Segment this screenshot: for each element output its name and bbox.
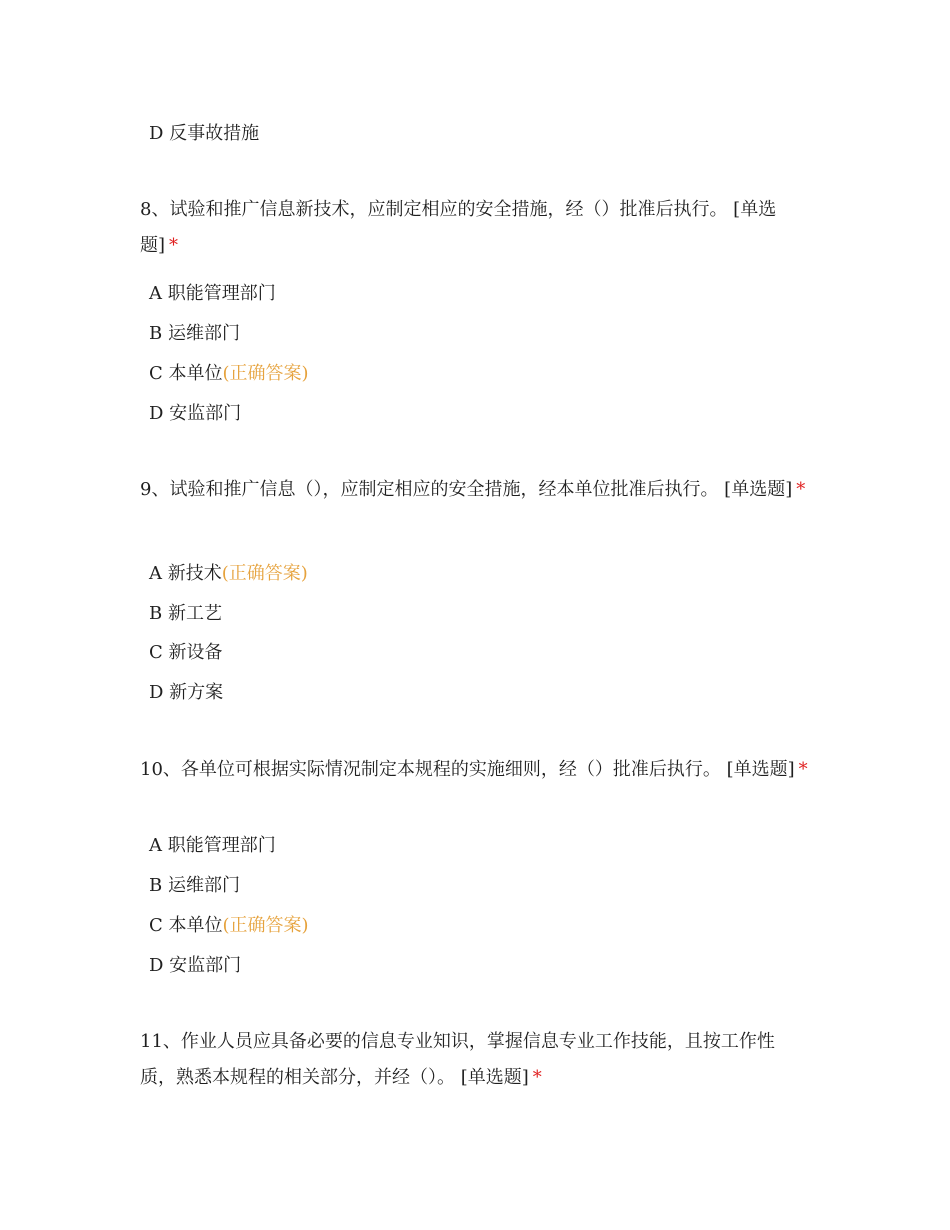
option-a bbox=[149, 282, 276, 306]
option-letter: B bbox=[149, 323, 163, 344]
question-title: 10、各单位可根据实际情况制定本规程的实施细则，经（）批准后执行。 [单选题] bbox=[140, 759, 795, 780]
option-letter: D bbox=[149, 403, 164, 424]
option-d bbox=[149, 122, 259, 146]
option-letter: B bbox=[149, 875, 163, 896]
option-text: 新技术 bbox=[167, 563, 222, 584]
question-11 bbox=[140, 1024, 810, 1096]
option-b bbox=[149, 322, 240, 346]
option-letter: C bbox=[149, 642, 163, 663]
option-c bbox=[149, 362, 309, 386]
correct-answer-tag: (正确答案) bbox=[221, 563, 308, 584]
option-d bbox=[149, 402, 241, 426]
option-text: 新设备 bbox=[168, 642, 223, 663]
option-letter: C bbox=[149, 915, 163, 936]
option-text: 职能管理部门 bbox=[167, 835, 276, 856]
option-b bbox=[149, 874, 240, 898]
option-c bbox=[149, 914, 309, 938]
option-letter: B bbox=[149, 603, 163, 624]
option-text: 新工艺 bbox=[167, 603, 222, 624]
question-8 bbox=[140, 192, 810, 264]
question-title: 11、作业人员应具备必要的信息专业知识，掌握信息专业工作技能，且按工作性质，熟悉本规程的相关部分，并经（）。 [单选题] bbox=[140, 1031, 775, 1088]
option-a bbox=[149, 834, 276, 858]
correct-answer-tag: (正确答案) bbox=[222, 363, 309, 384]
option-c bbox=[149, 641, 223, 665]
option-letter: D bbox=[149, 123, 164, 144]
option-letter: D bbox=[149, 682, 164, 703]
question-9 bbox=[140, 472, 810, 508]
option-text: 职能管理部门 bbox=[167, 283, 276, 304]
option-letter: A bbox=[149, 283, 162, 304]
option-text: 运维部门 bbox=[167, 875, 240, 896]
required-mark: * bbox=[798, 759, 808, 780]
option-text: 运维部门 bbox=[167, 323, 240, 344]
question-title: 8、试验和推广信息新技术，应制定相应的安全措施，经（）批准后执行。 [单选题] bbox=[140, 199, 777, 256]
question-title: 9、试验和推广信息（），应制定相应的安全措施，经本单位批准后执行。 [单选题] bbox=[140, 479, 793, 500]
option-d bbox=[149, 954, 241, 978]
required-mark: * bbox=[796, 479, 806, 500]
option-a bbox=[149, 562, 308, 586]
option-d bbox=[149, 681, 223, 705]
option-text: 反事故措施 bbox=[169, 123, 260, 144]
question-10 bbox=[140, 752, 810, 788]
option-text: 安监部门 bbox=[169, 955, 242, 976]
option-letter: A bbox=[149, 835, 162, 856]
option-text: 安监部门 bbox=[169, 403, 242, 424]
option-text: 新方案 bbox=[169, 682, 224, 703]
required-mark: * bbox=[169, 235, 179, 256]
option-text: 本单位 bbox=[168, 363, 223, 384]
option-letter: C bbox=[149, 363, 163, 384]
option-letter: D bbox=[149, 955, 164, 976]
required-mark: * bbox=[532, 1067, 542, 1088]
option-letter: A bbox=[149, 563, 162, 584]
correct-answer-tag: (正确答案) bbox=[222, 915, 309, 936]
option-text: 本单位 bbox=[168, 915, 223, 936]
option-b bbox=[149, 602, 222, 626]
